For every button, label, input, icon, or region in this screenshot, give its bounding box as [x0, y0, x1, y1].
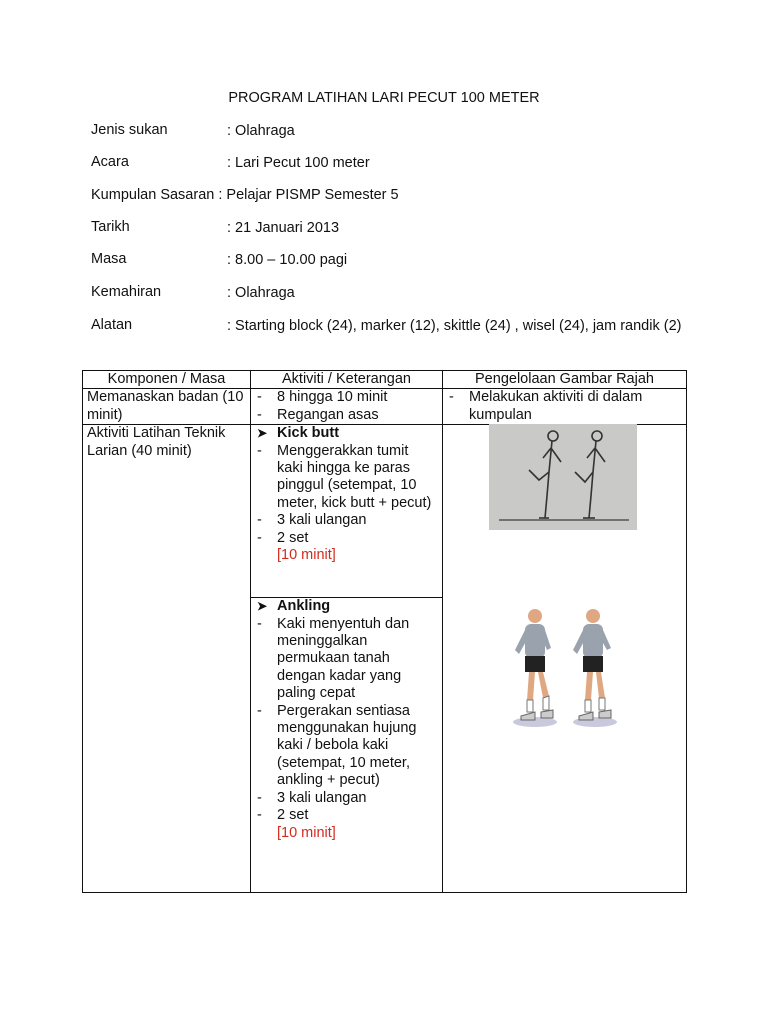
list-item: - Pergerakan sentiasa menggunakan hujung kaki / bebola kaki (setempat, 10 meter, ankling + pecut) — [255, 703, 438, 790]
warmup-component: Memanaskan badan (10 minit) — [83, 389, 251, 425]
ankling-title: Ankling — [277, 598, 331, 615]
warmup-activities — [251, 389, 443, 425]
kick-butt-duration: [10 minit] — [277, 547, 336, 564]
list-item: - 8 hingga 10 minit — [255, 389, 438, 406]
ankling-figures-icon — [505, 606, 623, 730]
info-value: : Starting block (24), marker (12), skittle (24) , wisel (24), jam randik (2) — [227, 318, 682, 334]
ankling-heading — [255, 598, 438, 615]
ankling-duration: [10 minit] — [277, 824, 336, 841]
header-management: Pengelolaan Gambar Rajah — [443, 371, 687, 389]
ankling-cell — [251, 598, 443, 893]
list-item: - Melakukan aktiviti di dalam kumpulan — [447, 389, 682, 424]
arrow-bullet-icon: ➤ — [257, 599, 268, 614]
document-title: PROGRAM LATIHAN LARI PECUT 100 METER — [228, 90, 540, 106]
info-value: : Olahraga — [227, 285, 295, 301]
info-label: Kemahiran — [91, 284, 162, 300]
kick-butt-cell — [251, 425, 443, 598]
divider-gap — [480, 595, 648, 601]
warmup-management — [443, 389, 687, 425]
table-row-warmup — [83, 389, 687, 425]
list-item: - 3 kali ulangan — [255, 790, 438, 807]
info-label: Alatan — [91, 317, 133, 333]
info-label: Jenis sukan — [91, 122, 168, 138]
list-item: - Regangan asas — [255, 407, 438, 424]
list-item: - Kaki menyentuh dan meninggalkan permukaan tanah dengan kadar yang paling cepat — [255, 616, 438, 703]
kick-butt-title: Kick butt — [277, 425, 340, 442]
info-value: : 8.00 – 10.00 pagi — [227, 252, 348, 268]
technique-component: Aktiviti Latihan Teknik Larian (40 minit) — [83, 425, 251, 893]
list-item: - Menggerakkan tumit kaki hingga ke paras pinggul (setempat, 10 meter, kick butt + pecut) — [255, 443, 438, 513]
list-item: - 2 set — [255, 530, 438, 547]
ankling-illustration — [505, 606, 623, 730]
info-label: Acara — [91, 154, 129, 170]
kick-butt-figures-icon — [489, 424, 637, 530]
header-activity: Aktiviti / Keterangan — [251, 371, 443, 389]
kick-butt-illustration — [489, 424, 637, 530]
list-item: - 2 set — [255, 807, 438, 824]
info-value: : Olahraga — [227, 123, 295, 139]
info-label: Masa — [91, 251, 127, 267]
list-item: - 3 kali ulangan — [255, 512, 438, 529]
kick-butt-heading — [255, 425, 438, 442]
info-label: Kumpulan Sasaran : Pelajar PISMP Semester 5 — [91, 187, 399, 203]
table-header-row — [83, 371, 687, 389]
arrow-bullet-icon: ➤ — [257, 426, 268, 441]
info-label: Tarikh — [91, 219, 130, 235]
info-value: : Lari Pecut 100 meter — [227, 155, 370, 171]
info-value: : 21 Januari 2013 — [227, 220, 340, 236]
header-component: Komponen / Masa — [83, 371, 251, 389]
